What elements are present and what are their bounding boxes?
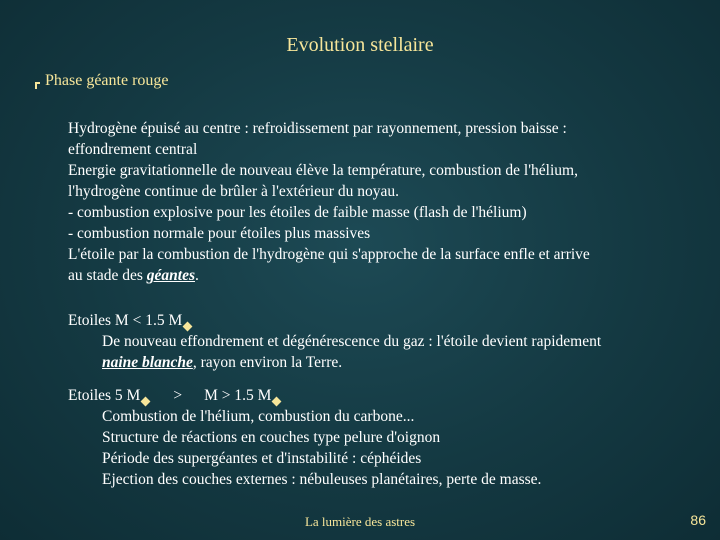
section-high-mass-line: Ejection des couches externes : nébuleuses planétaires, perte de masse. [102,471,542,488]
slide-title: Evolution stellaire [286,34,434,56]
page-number: 86 [690,512,706,528]
section-high-mass-head [68,385,541,406]
paragraph-line: Hydrogène épuisé au centre : refroidissement par rayonnement, pression baisse : [68,120,567,137]
description-paragraph [68,118,688,286]
section-high-mass-line: Combustion de l'hélium, combustion du carbone... [102,408,415,425]
section-low-mass-line [68,352,601,373]
high-mass-head-a: Etoiles 5 M [68,387,141,404]
paragraph-line: L'étoile par la combustion de l'hydrogène qui s'approche de la surface enfle et arrive [68,246,590,263]
paragraph-line: Energie gravitationnelle de nouveau élève la température, combustion de l'hélium, [68,162,578,179]
section-high-mass-line: Période des supergéantes et d'instabilité : céphéides [102,450,422,467]
section-heading [34,72,169,90]
high-mass-head-c: M > 1.5 M [204,387,272,404]
last-line-suffix: . [194,267,199,284]
section-high-mass-line: Structure de réactions en couches type pelure d'oignon [102,429,441,446]
sun-symbol-icon [141,397,151,407]
emphasis-naine-blanche: naine blanche [102,354,193,371]
low-mass-head-text: Etoiles M < 1.5 M [68,312,183,329]
section-low-mass-head [68,310,601,331]
section-low-mass [68,310,601,373]
emphasis-geantes: géantes [146,267,195,284]
bullet-icon [34,77,41,86]
section-heading-label: Phase géante rouge [45,72,169,89]
paragraph-line: - combustion explosive pour les étoiles de faible masse (flash de l'hélium) [68,204,527,221]
paragraph-line: - combustion normale pour étoiles plus massives [68,225,371,242]
last-line-prefix: au stade des [68,267,147,284]
high-mass-head-b: > [173,387,183,404]
low-mass-line-rest: , rayon environ la Terre. [192,354,343,371]
sun-symbol-icon [183,322,193,332]
paragraph-line: l'hydrogène continue de brûler à l'extérieur du noyau. [68,183,399,200]
section-high-mass [68,385,541,490]
sun-symbol-icon [272,397,282,407]
paragraph-line: effondrement central [68,141,198,158]
slide-footer: La lumière des astres [304,514,416,529]
paragraph-last-line [68,265,688,286]
section-low-mass-line: De nouveau effondrement et dégénérescence du gaz : l'étoile devient rapidement [102,333,602,350]
